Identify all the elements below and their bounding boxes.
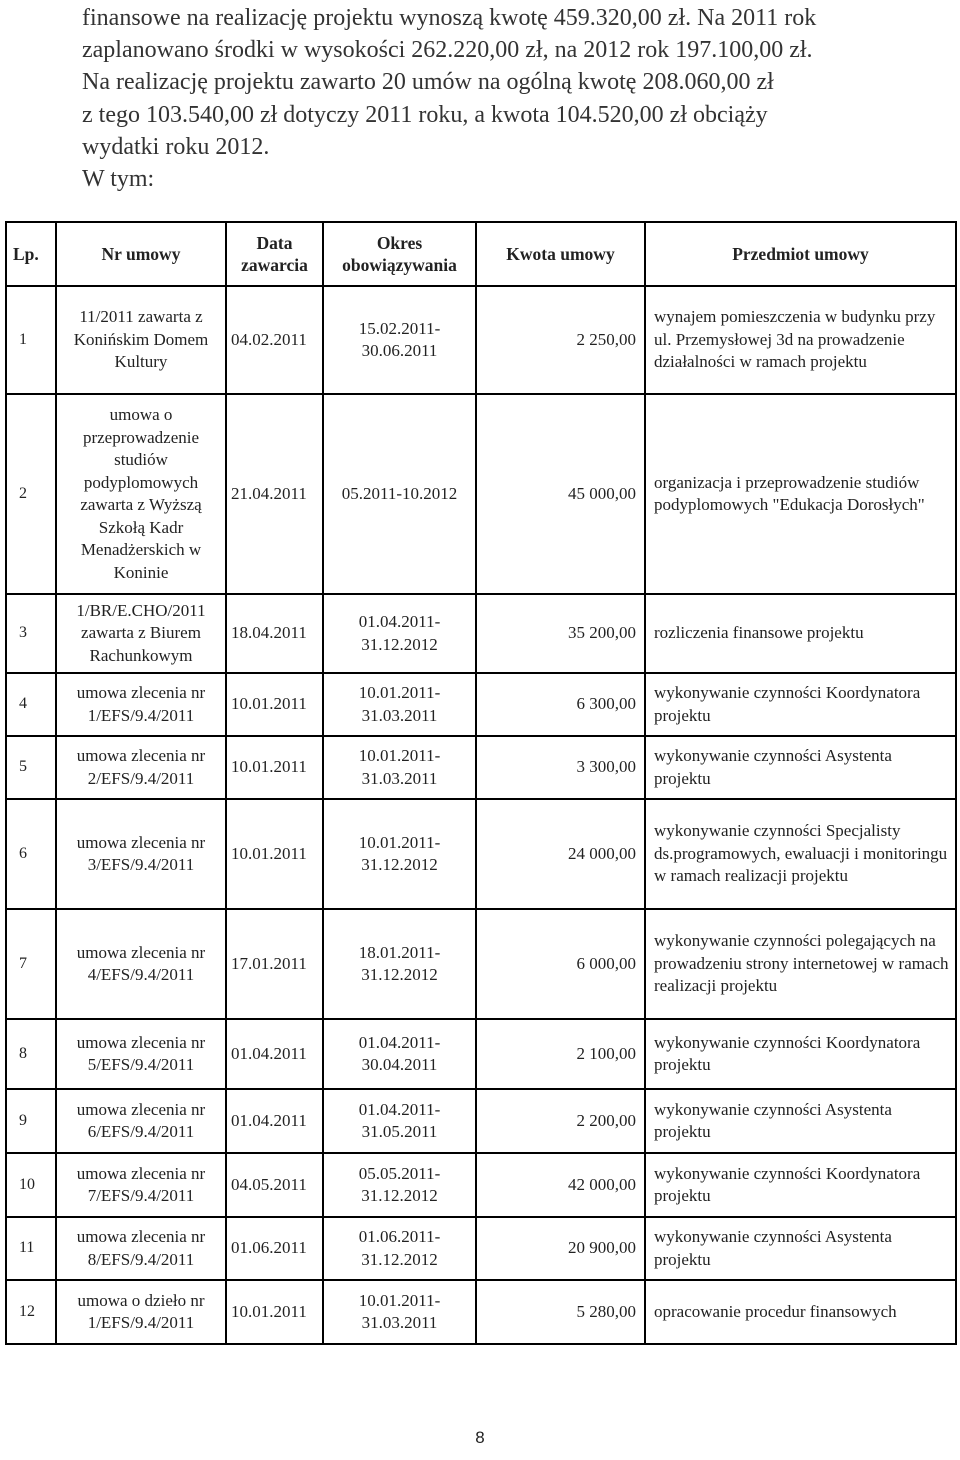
- cell-data: 04.02.2011: [226, 286, 323, 394]
- cell-kwota: 35 200,00: [476, 594, 645, 673]
- contracts-table: [5, 221, 957, 1345]
- cell-data: 17.01.2011: [226, 909, 323, 1019]
- table-row: [6, 594, 956, 673]
- cell-data: 10.01.2011: [226, 673, 323, 736]
- cell-data: 01.06.2011: [226, 1217, 323, 1280]
- table-row: [6, 799, 956, 909]
- cell-lp: 3: [6, 594, 56, 673]
- table-row: [6, 1217, 956, 1280]
- cell-data: 01.04.2011: [226, 1089, 323, 1153]
- cell-kwota: 2 250,00: [476, 286, 645, 394]
- table-row: [6, 286, 956, 394]
- cell-przedmiot: organizacja i przeprowadzenie studiów podyplomowych "Edukacja Dorosłych": [645, 394, 956, 594]
- cell-okres: 01.04.2011-31.05.2011: [323, 1089, 476, 1153]
- cell-okres: 15.02.2011-30.06.2011: [323, 286, 476, 394]
- cell-przedmiot: wykonywanie czynności Asystenta projektu: [645, 736, 956, 799]
- cell-przedmiot: wynajem pomieszczenia w budynku przy ul. Przemysłowej 3d na prowadzenie działalności w ramach projektu: [645, 286, 956, 394]
- intro-line: zaplanowano środki w wysokości 262.220,00 zł, na 2012 rok 197.100,00 zł.: [82, 37, 813, 64]
- cell-nr-umowy: umowa o przeprowadzenie studiów podyplomowych zawarta z Wyższą Szkołą Kadr Menadżerskich w Koninie: [56, 394, 226, 594]
- cell-kwota: 5 280,00: [476, 1280, 645, 1344]
- cell-data: 18.04.2011: [226, 594, 323, 673]
- header-przedmiot: Przedmiot umowy: [645, 222, 956, 286]
- cell-kwota: 3 300,00: [476, 736, 645, 799]
- intro-line: wydatki roku 2012.: [82, 133, 270, 160]
- cell-przedmiot: wykonywanie czynności Asystenta projektu: [645, 1089, 956, 1153]
- cell-kwota: 2 100,00: [476, 1019, 645, 1089]
- cell-przedmiot: wykonywanie czynności Koordynatora projektu: [645, 1153, 956, 1217]
- intro-line: W tym:: [82, 166, 155, 193]
- cell-okres: 05.05.2011-31.12.2012: [323, 1153, 476, 1217]
- cell-nr-umowy: umowa zlecenia nr 7/EFS/9.4/2011: [56, 1153, 226, 1217]
- table-row: [6, 1019, 956, 1089]
- cell-data: 10.01.2011: [226, 799, 323, 909]
- table-header-row: [6, 222, 956, 286]
- cell-lp: 10: [6, 1153, 56, 1217]
- cell-okres: 01.04.2011-31.12.2012: [323, 594, 476, 673]
- cell-lp: 2: [6, 394, 56, 594]
- cell-przedmiot: wykonywanie czynności Specjalisty ds.programowych, ewaluacji i monitoringu w ramach realizacji projektu: [645, 799, 956, 909]
- intro-paragraph: [82, 2, 954, 195]
- intro-line: Na realizację projektu zawarto 20 umów na ogólną kwotę 208.060,00 zł: [82, 69, 774, 96]
- cell-kwota: 20 900,00: [476, 1217, 645, 1280]
- cell-nr-umowy: 1/BR/E.CHO/2011 zawarta z Biurem Rachunkowym: [56, 594, 226, 673]
- cell-okres: 05.2011-10.2012: [323, 394, 476, 594]
- cell-kwota: 45 000,00: [476, 394, 645, 594]
- cell-lp: 4: [6, 673, 56, 736]
- table-row: [6, 736, 956, 799]
- cell-nr-umowy: 11/2011 zawarta z Konińskim Domem Kultury: [56, 286, 226, 394]
- cell-okres: 10.01.2011-31.03.2011: [323, 736, 476, 799]
- cell-nr-umowy: umowa zlecenia nr 2/EFS/9.4/2011: [56, 736, 226, 799]
- cell-przedmiot: wykonywanie czynności Koordynatora projektu: [645, 673, 956, 736]
- cell-data: 04.05.2011: [226, 1153, 323, 1217]
- cell-lp: 9: [6, 1089, 56, 1153]
- cell-nr-umowy: umowa zlecenia nr 1/EFS/9.4/2011: [56, 673, 226, 736]
- cell-lp: 1: [6, 286, 56, 394]
- table-row: [6, 394, 956, 594]
- cell-kwota: 42 000,00: [476, 1153, 645, 1217]
- intro-line: z tego 103.540,00 zł dotyczy 2011 roku, a kwota 104.520,00 zł obciąży: [82, 101, 768, 128]
- header-nr-umowy: Nr umowy: [56, 222, 226, 286]
- cell-nr-umowy: umowa zlecenia nr 8/EFS/9.4/2011: [56, 1217, 226, 1280]
- cell-kwota: 2 200,00: [476, 1089, 645, 1153]
- cell-lp: 11: [6, 1217, 56, 1280]
- cell-kwota: 24 000,00: [476, 799, 645, 909]
- cell-nr-umowy: umowa zlecenia nr 3/EFS/9.4/2011: [56, 799, 226, 909]
- cell-okres: 10.01.2011-31.03.2011: [323, 673, 476, 736]
- cell-okres: 01.06.2011-31.12.2012: [323, 1217, 476, 1280]
- cell-nr-umowy: umowa o dzieło nr 1/EFS/9.4/2011: [56, 1280, 226, 1344]
- cell-nr-umowy: umowa zlecenia nr 5/EFS/9.4/2011: [56, 1019, 226, 1089]
- cell-lp: 12: [6, 1280, 56, 1344]
- table-row: [6, 1089, 956, 1153]
- table-row: [6, 1280, 956, 1344]
- cell-data: 10.01.2011: [226, 736, 323, 799]
- table-row: [6, 909, 956, 1019]
- cell-data: 21.04.2011: [226, 394, 323, 594]
- cell-przedmiot: wykonywanie czynności Asystenta projektu: [645, 1217, 956, 1280]
- cell-nr-umowy: umowa zlecenia nr 4/EFS/9.4/2011: [56, 909, 226, 1019]
- cell-kwota: 6 300,00: [476, 673, 645, 736]
- cell-okres: 10.01.2011-31.12.2012: [323, 799, 476, 909]
- cell-przedmiot: rozliczenia finansowe projektu: [645, 594, 956, 673]
- cell-kwota: 6 000,00: [476, 909, 645, 1019]
- cell-okres: 01.04.2011-30.04.2011: [323, 1019, 476, 1089]
- page-number: 8: [475, 1428, 485, 1447]
- table-row: [6, 1153, 956, 1217]
- cell-lp: 6: [6, 799, 56, 909]
- cell-data: 10.01.2011: [226, 1280, 323, 1344]
- cell-lp: 5: [6, 736, 56, 799]
- header-okres: Okres obowiązywania: [323, 222, 476, 286]
- cell-przedmiot: wykonywanie czynności Koordynatora projektu: [645, 1019, 956, 1089]
- cell-nr-umowy: umowa zlecenia nr 6/EFS/9.4/2011: [56, 1089, 226, 1153]
- header-kwota: Kwota umowy: [476, 222, 645, 286]
- cell-lp: 7: [6, 909, 56, 1019]
- cell-okres: 18.01.2011-31.12.2012: [323, 909, 476, 1019]
- cell-przedmiot: opracowanie procedur finansowych: [645, 1280, 956, 1344]
- table-row: [6, 673, 956, 736]
- header-lp: Lp.: [6, 222, 56, 286]
- cell-lp: 8: [6, 1019, 56, 1089]
- cell-data: 01.04.2011: [226, 1019, 323, 1089]
- header-data-zawarcia: Data zawarcia: [226, 222, 323, 286]
- cell-okres: 10.01.2011-31.03.2011: [323, 1280, 476, 1344]
- intro-line: finansowe na realizację projektu wynoszą kwotę 459.320,00 zł. Na 2011 rok: [82, 5, 817, 31]
- cell-przedmiot: wykonywanie czynności polegających na prowadzeniu strony internetowej w ramach realizacji projektu: [645, 909, 956, 1019]
